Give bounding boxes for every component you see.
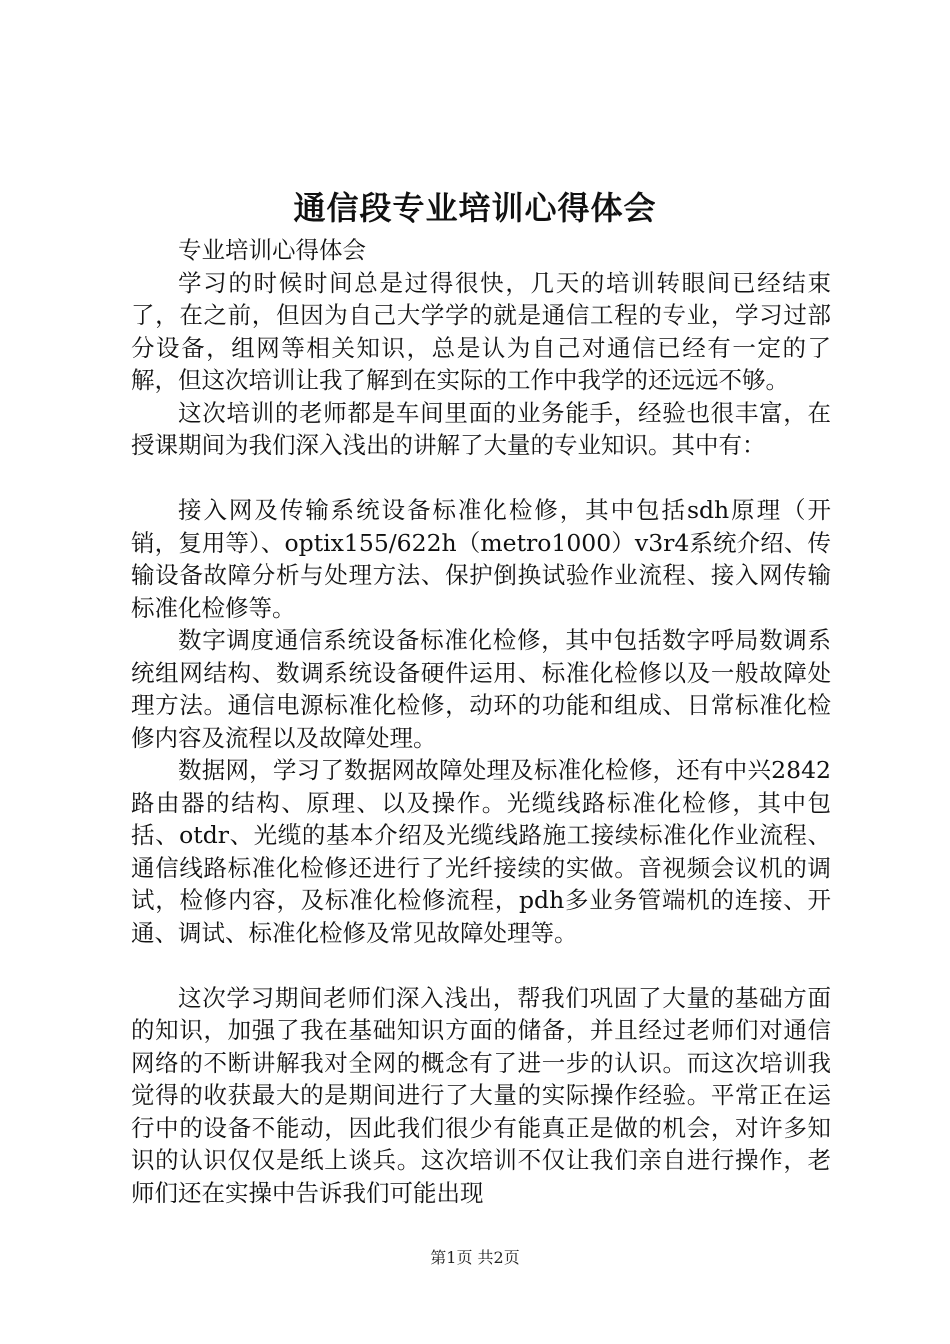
paragraph-datanet: 数据网，学习了数据网故障处理及标准化检修，还有中兴2842路由器的结构、原理、以及操作。光缆线路标准化检修，其中包括、otdr、光缆的基本介绍及光缆线路施工接续标准化作业流程、通信线路标准化检修还进行了光纤接续的实做。音视频会议机的调试，检修内容，及标准化检修流程，pdh多业务管端机的连接、开通、调试、标准化检修及常见故障处理等。 bbox=[131, 756, 831, 947]
paragraph-transmission: 接入网及传输系统设备标准化检修，其中包括sdh原理（开销，复用等）、optix155/622h（metro1000）v3r4系统介绍、传输设备故障分析与处理方法、保护倒换试验作业流程、接入网传输标准化检修等。 bbox=[131, 496, 831, 622]
document-body bbox=[131, 234, 831, 1209]
paragraph-subtitle: 专业培训心得体会 bbox=[178, 236, 366, 264]
paragraph-intro: 学习的时候时间总是过得很快，几天的培训转眼间已经结束了，在之前，但因为自己大学学的就是通信工程的专业，学习过部分设备，组网等相关知识，总是认为自己对通信已经有一定的了解，但这次培训让我了解到在实际的工作中我学的还远远不够。 bbox=[131, 268, 831, 394]
paragraph-dispatch: 数字调度通信系统设备标准化检修，其中包括数字呼局数调系统组网结构、数调系统设备硬件运用、标准化检修以及一般故障处理方法。通信电源标准化检修，动环的功能和组成、日常标准化检修内容及流程以及故障处理。 bbox=[131, 626, 831, 752]
paragraph-teachers: 这次培训的老师都是车间里面的业务能手，经验也很丰富，在授课期间为我们深入浅出的讲解了大量的专业知识。其中有： bbox=[131, 398, 831, 459]
document-title: 通信段专业培训心得体会 bbox=[293, 189, 657, 227]
paragraph-summary: 这次学习期间老师们深入浅出，帮我们巩固了大量的基础方面的知识，加强了我在基础知识方面的储备，并且经过老师们对通信网络的不断讲解我对全网的概念有了进一步的认识。而这次培训我觉得的收获最大的是期间进行了大量的实际操作经验。平常正在运行中的设备不能动，因此我们很少有能真正是做的机会，对许多知识的认识仅仅是纸上谈兵。这次培训不仅让我们亲自进行操作，老师们还在实操中告诉我们可能出现 bbox=[131, 983, 831, 1207]
page-footer: 第1页 共2页 bbox=[430, 1248, 520, 1267]
